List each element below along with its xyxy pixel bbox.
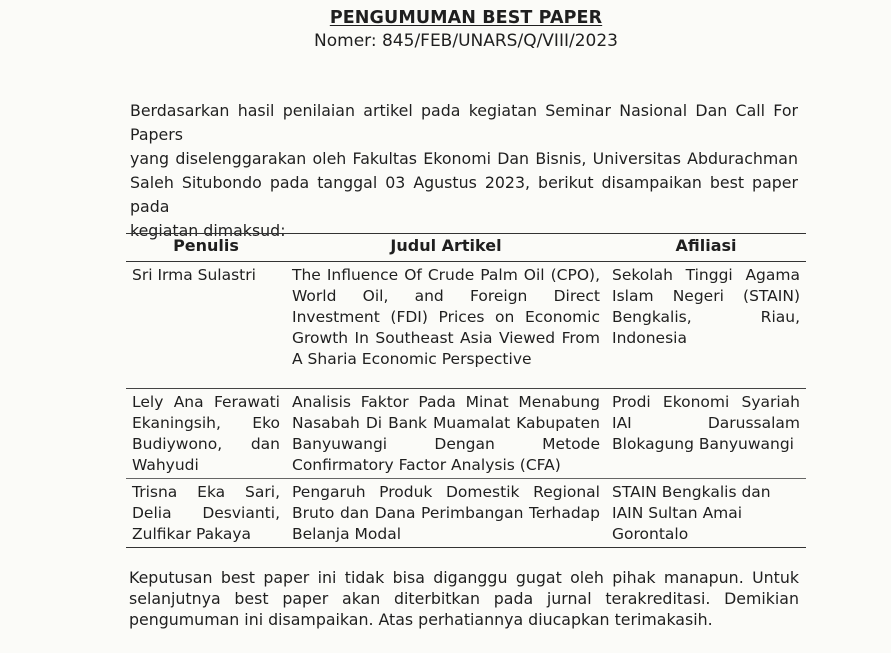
article-title-line: Pengaruh Produk Domestik Regional bbox=[292, 483, 600, 501]
author-line: Lely Ana Ferawati bbox=[132, 393, 280, 411]
best-paper-table bbox=[126, 233, 806, 548]
closing-line: pengumuman ini disampaikan. Atas perhatiannya diucapkan terimakasih. bbox=[129, 610, 713, 629]
header-afiliasi: Afiliasi bbox=[606, 234, 806, 262]
author-line: Ekaningsih, Eko bbox=[132, 414, 280, 432]
announcement-title: PENGUMUMAN BEST PAPER bbox=[329, 8, 603, 28]
article-title-line: Nasabah Di Bank Muamalat Kabupaten bbox=[292, 414, 600, 432]
intro-line: Saleh Situbondo pada tanggal 03 Agustus 2023, berikut disampaikan best paper pada bbox=[130, 173, 798, 216]
intro-line: yang diselenggarakan oleh Fakultas Ekonomi Dan Bisnis, Universitas Abdurachman bbox=[130, 149, 798, 168]
affiliation-cell bbox=[606, 389, 806, 479]
affiliation-line: STAIN Bengkalis dan bbox=[612, 483, 771, 501]
article-title-line: Belanja Modal bbox=[292, 525, 402, 543]
article-title-line: Confirmatory Factor Analysis (CFA) bbox=[292, 456, 561, 474]
author-line: Budiywono, dan bbox=[132, 435, 280, 453]
affiliation-line: Sekolah Tinggi Agama bbox=[612, 266, 800, 284]
affiliation-line: Indonesia bbox=[612, 329, 687, 347]
article-title-cell bbox=[286, 262, 606, 389]
header-judul-artikel: Judul Artikel bbox=[286, 234, 606, 262]
document-number: Nomer: 845/FEB/UNARS/Q/VIII/2023 bbox=[314, 31, 618, 51]
author-line: Trisna Eka Sari, bbox=[132, 483, 280, 501]
table-row bbox=[126, 389, 806, 479]
author-cell bbox=[126, 262, 286, 389]
article-title-line: Investment (FDI) Prices on Economic bbox=[292, 308, 600, 326]
closing-line: selanjutnya best paper akan diterbitkan pada jurnal terakreditasi. Demikian bbox=[129, 589, 799, 608]
closing-paragraph bbox=[129, 567, 799, 630]
article-title-line: Bruto dan Dana Perimbangan Terhadap bbox=[292, 504, 600, 522]
author-line: Delia Desvianti, bbox=[132, 504, 280, 522]
table-row bbox=[126, 262, 806, 389]
closing-line: Keputusan best paper ini tidak bisa diganggu gugat oleh pihak manapun. Untuk bbox=[129, 568, 799, 587]
author-line: Zulfikar Pakaya bbox=[132, 525, 252, 543]
affiliation-line: Bengkalis, Riau, bbox=[612, 308, 800, 326]
article-title-line: A Sharia Economic Perspective bbox=[292, 350, 532, 368]
author-line: Wahyudi bbox=[132, 456, 199, 474]
affiliation-cell bbox=[606, 262, 806, 389]
author-cell bbox=[126, 389, 286, 479]
affiliation-line: IAIN Sultan Amai bbox=[612, 504, 743, 522]
article-title-line: Growth In Southeast Asia Viewed From bbox=[292, 329, 600, 347]
header-penulis: Penulis bbox=[126, 234, 286, 262]
article-title-cell bbox=[286, 479, 606, 548]
author-line: Sri Irma Sulastri bbox=[132, 266, 256, 284]
table-header-row bbox=[126, 234, 806, 262]
affiliation-line: Gorontalo bbox=[612, 525, 689, 543]
article-title-line: Banyuwangi Dengan Metode bbox=[292, 435, 600, 453]
article-title-cell bbox=[286, 389, 606, 479]
affiliation-line: Islam Negeri (STAIN) bbox=[612, 287, 800, 305]
article-title-line: Analisis Faktor Pada Minat Menabung bbox=[292, 393, 600, 411]
affiliation-line: IAI Darussalam bbox=[612, 414, 800, 432]
article-title-line: World Oil, and Foreign Direct bbox=[292, 287, 600, 305]
article-title-line: The Influence Of Crude Palm Oil (CPO), bbox=[292, 266, 600, 284]
intro-line: Berdasarkan hasil penilaian artikel pada kegiatan Seminar Nasional Dan Call For Papers bbox=[130, 101, 798, 144]
affiliation-line: Blokagung Banyuwangi bbox=[612, 435, 794, 453]
author-cell bbox=[126, 479, 286, 548]
intro-line: kegiatan dimaksud: bbox=[130, 221, 286, 240]
table-row bbox=[126, 479, 806, 548]
intro-paragraph bbox=[130, 99, 798, 243]
affiliation-cell bbox=[606, 479, 806, 548]
affiliation-line: Prodi Ekonomi Syariah bbox=[612, 393, 800, 411]
